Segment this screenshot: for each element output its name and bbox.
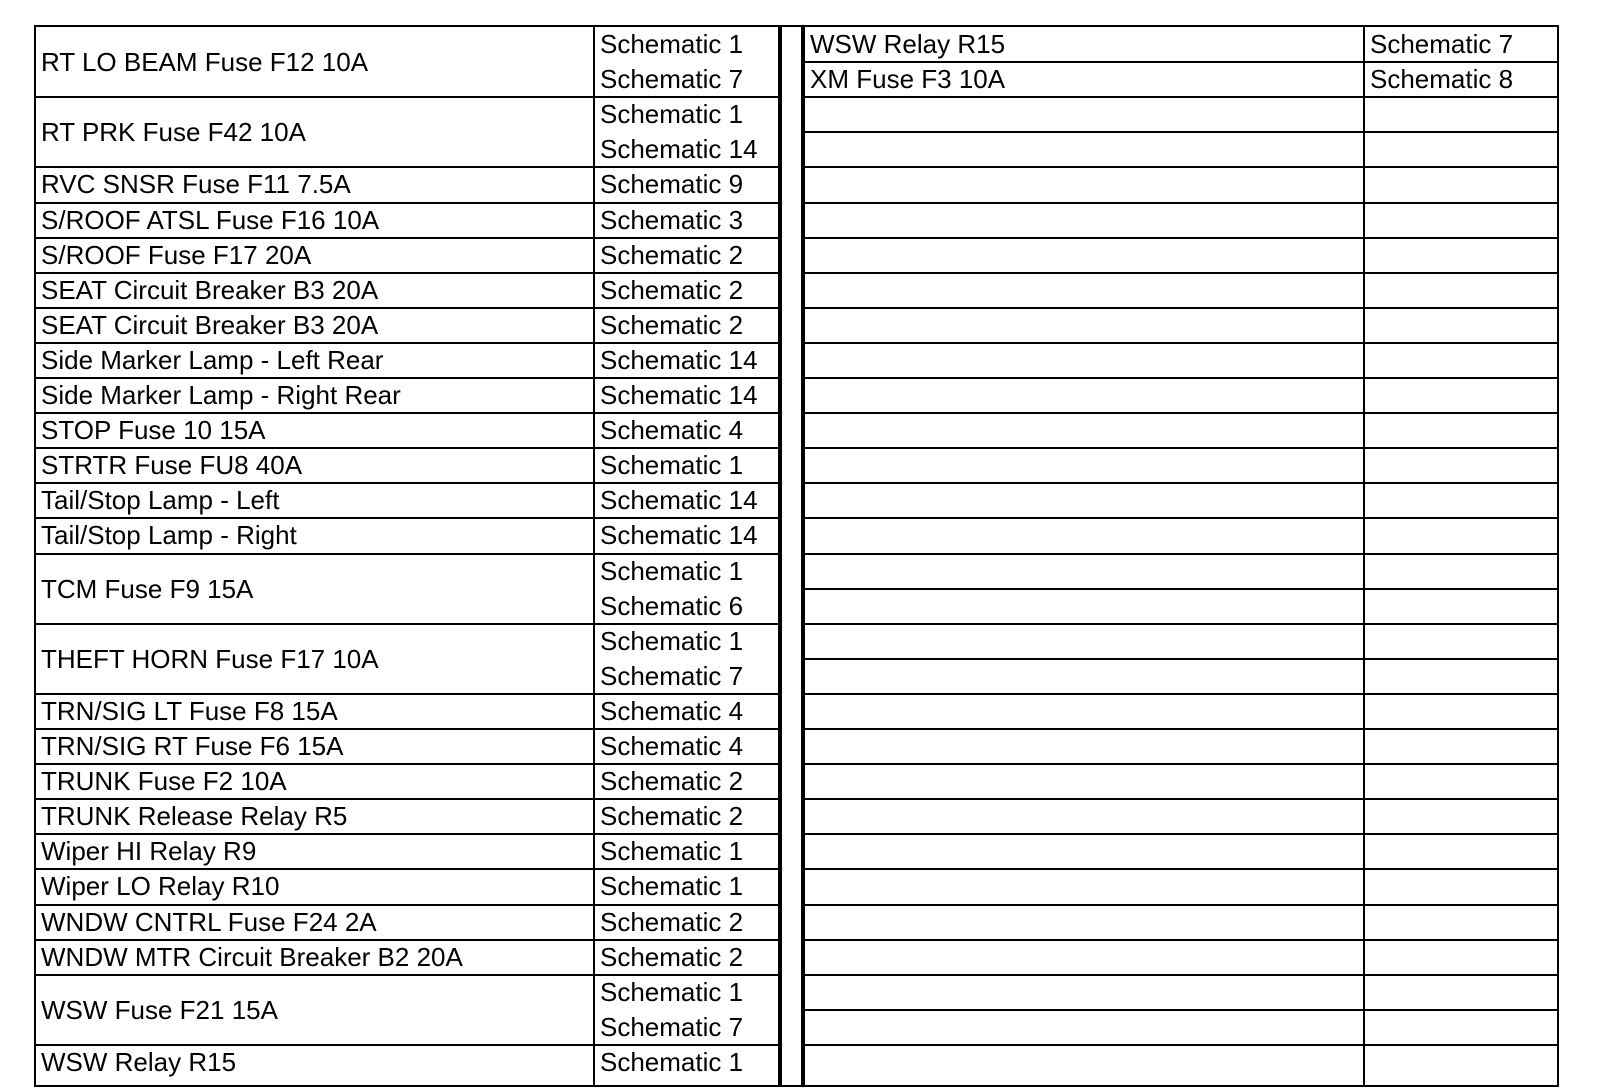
schematic-ref: Schematic 1: [600, 836, 744, 867]
schematic-ref: [1365, 203, 1557, 238]
schematic-ref: Schematic 7: [600, 1011, 744, 1042]
schematic-ref: Schematic 1: [600, 555, 744, 586]
component-name: WSW Relay R15: [810, 29, 1006, 59]
schematic-ref: Schematic 4: [600, 731, 744, 761]
component-name: S/ROOF ATSL Fuse F16 10A: [41, 204, 380, 235]
component-name: [805, 589, 1363, 624]
schematic-ref: [1365, 273, 1557, 308]
component-name: RVC SNSR Fuse F11 7.5A: [41, 169, 351, 200]
component-name: WNDW CNTRL Fuse F24 2A: [41, 906, 377, 937]
component-name: [805, 905, 1363, 940]
schematic-ref: [1365, 308, 1557, 343]
component-name: S/ROOF Fuse F17 20A: [41, 239, 312, 270]
component-name: THEFT HORN Fuse F17 10A: [41, 643, 379, 674]
schematic-ref: Schematic 1: [600, 99, 744, 130]
component-name: [805, 1010, 1363, 1045]
component-name: SEAT Circuit Breaker B3 20A: [41, 309, 379, 340]
schematic-ref: [1365, 1010, 1557, 1045]
gutter-bottom: [780, 1085, 803, 1087]
component-name: TCM Fuse F9 15A: [41, 573, 254, 604]
component-name: WNDW MTR Circuit Breaker B2 20A: [41, 941, 463, 972]
component-name: WSW Relay R15: [41, 1046, 237, 1077]
gutter-line-left: [780, 25, 782, 1087]
component-name: Side Marker Lamp - Left Rear: [41, 344, 384, 375]
component-name: [805, 799, 1363, 834]
schematic-ref: [1365, 624, 1557, 659]
schematic-ref: [1365, 729, 1557, 764]
schematic-ref: Schematic 2: [600, 766, 744, 797]
component-name: Tail/Stop Lamp - Right: [41, 520, 297, 551]
component-name: TRUNK Fuse F2 10A: [41, 766, 287, 797]
schematic-ref: Schematic 2: [600, 274, 744, 305]
schematic-ref: Schematic 2: [600, 309, 744, 340]
schematic-ref: [1365, 869, 1557, 904]
component-name: [805, 97, 1363, 132]
table-gutter: [780, 25, 803, 1087]
component-name: [805, 238, 1363, 273]
component-name: [805, 378, 1363, 413]
schematic-ref: [1365, 343, 1557, 378]
schematic-ref: [1365, 975, 1557, 1010]
component-name: Tail/Stop Lamp - Left: [41, 485, 280, 516]
schematic-ref: Schematic 2: [600, 906, 744, 937]
component-name: [805, 483, 1363, 518]
schematic-ref: [1365, 554, 1557, 589]
schematic-ref: Schematic 2: [600, 801, 744, 832]
schematic-ref: [1365, 518, 1557, 553]
schematic-ref: [1365, 1045, 1557, 1080]
component-name: XM Fuse F3 10A: [810, 64, 1006, 95]
component-name: Wiper HI Relay R9: [41, 836, 257, 867]
schematic-ref: Schematic 2: [600, 941, 744, 972]
component-name: [805, 694, 1363, 729]
schematic-ref: [1365, 97, 1557, 132]
component-name: RT PRK Fuse F42 10A: [41, 117, 306, 148]
component-name: [805, 448, 1363, 483]
component-name: TRN/SIG RT Fuse F6 15A: [41, 731, 344, 761]
component-name: [805, 167, 1363, 202]
component-name: Side Marker Lamp - Right Rear: [41, 380, 401, 410]
schematic-ref: [1365, 834, 1557, 869]
component-name: STRTR Fuse FU8 40A: [41, 450, 303, 481]
component-name: RT LO BEAM Fuse F12 10A: [41, 47, 369, 77]
component-name: [805, 343, 1363, 378]
schematic-ref: [1365, 694, 1557, 729]
component-name: [805, 624, 1363, 659]
component-name: [805, 659, 1363, 694]
schematic-ref: Schematic 14: [600, 134, 758, 165]
schematic-ref: [1365, 589, 1557, 624]
component-name: [805, 308, 1363, 343]
schematic-ref: Schematic 1: [600, 29, 744, 59]
schematic-ref: Schematic 7: [600, 660, 744, 691]
schematic-ref: Schematic 3: [600, 204, 744, 235]
schematic-ref: Schematic 14: [600, 344, 758, 375]
component-name: [805, 975, 1363, 1010]
schematic-ref: Schematic 1: [600, 976, 744, 1007]
component-name: TRN/SIG LT Fuse F8 15A: [41, 695, 338, 726]
schematic-ref: Schematic 2: [600, 239, 744, 270]
schematic-ref: Schematic 7: [1370, 29, 1514, 59]
schematic-ref: Schematic 9: [600, 169, 744, 200]
component-name: [805, 132, 1363, 167]
schematic-ref: [1365, 799, 1557, 834]
component-name: STOP Fuse 10 15A: [41, 415, 266, 446]
schematic-ref: [1365, 378, 1557, 413]
schematic-ref: Schematic 7: [600, 64, 744, 95]
schematic-ref: [1365, 940, 1557, 975]
schematic-ref: Schematic 1: [600, 625, 744, 656]
schematic-ref: Schematic 14: [600, 380, 758, 410]
component-name: [805, 834, 1363, 869]
schematic-ref: Schematic 1: [600, 871, 744, 902]
component-name: SEAT Circuit Breaker B3 20A: [41, 274, 379, 305]
schematic-ref: [1365, 132, 1557, 167]
schematic-ref: Schematic 14: [600, 520, 758, 551]
schematic-ref: Schematic 8: [1370, 64, 1514, 95]
left-schematic-index-table: [34, 25, 780, 1087]
schematic-ref: [1365, 167, 1557, 202]
component-name: [805, 1045, 1363, 1080]
component-name: [805, 554, 1363, 589]
schematic-ref: [1365, 413, 1557, 448]
component-name: [805, 518, 1363, 553]
component-name: [805, 764, 1363, 799]
schematic-ref: Schematic 4: [600, 695, 744, 726]
schematic-ref: Schematic 6: [600, 590, 744, 621]
schematic-ref: Schematic 1: [600, 1046, 744, 1077]
schematic-ref: Schematic 1: [600, 450, 744, 481]
right-schematic-index-table: [803, 25, 1559, 1087]
schematic-ref: [1365, 238, 1557, 273]
schematic-ref: [1365, 483, 1557, 518]
component-name: [805, 273, 1363, 308]
component-name: TRUNK Release Relay R5: [41, 801, 348, 832]
component-name: [805, 729, 1363, 764]
schematic-ref: [1365, 905, 1557, 940]
schematic-ref: [1365, 659, 1557, 694]
schematic-ref: [1365, 448, 1557, 483]
component-name: [805, 940, 1363, 975]
schematic-ref: [1365, 764, 1557, 799]
component-name: [805, 869, 1363, 904]
component-name: [805, 203, 1363, 238]
gutter-top: [780, 25, 803, 27]
component-name: WSW Fuse F21 15A: [41, 994, 278, 1025]
component-name: [805, 413, 1363, 448]
schematic-ref: Schematic 14: [600, 485, 758, 516]
schematic-ref: Schematic 4: [600, 415, 744, 446]
component-name: Wiper LO Relay R10: [41, 871, 280, 902]
